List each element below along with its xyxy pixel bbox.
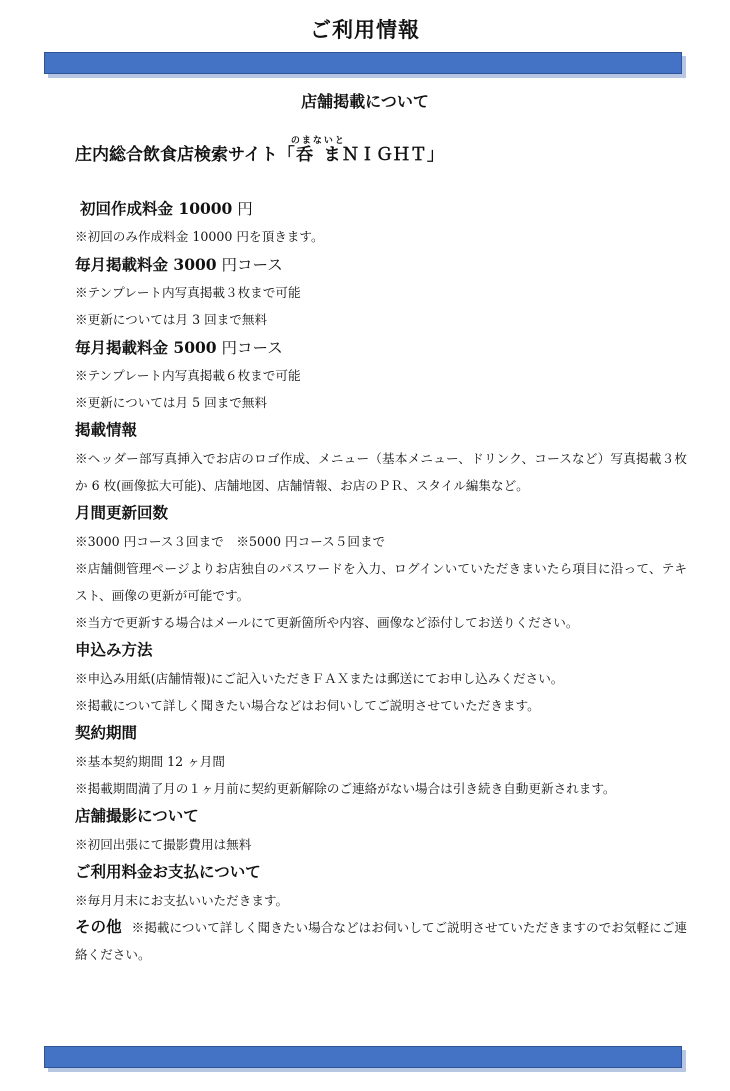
monthly-3000-heading-label: 毎月掲載料金 [75, 256, 174, 274]
monthly-5000-note-1: ※テンプレート内写真掲載６枚まで可能 [75, 368, 301, 383]
monthly-5000-heading-amount: 5000 [173, 338, 217, 357]
application-note-2: ※掲載について詳しく聞きたい場合などはお伺いしてご説明させていただきます。 [75, 698, 540, 713]
footer-bar [44, 1046, 682, 1068]
photo-note-1: ※初回出張にて撮影費用は無料 [75, 837, 252, 852]
monthly-5000-note-2: ※更新については月 5 回まで無料 [75, 395, 268, 410]
section-subtitle: 店舗掲載について [301, 92, 429, 111]
payment-heading: ご利用料金お支払について [75, 863, 261, 881]
listing-info-text: ※ヘッダー部写真挿入でお店のロゴ作成、メニュー（基本メニュー、ドリンク、コースなど）写真掲載３枚か 6 枚(画像拡大可能)、店舗地図、店舗情報、お店のＰＲ、スタイル編集など。 [75, 451, 687, 493]
initial-fee-heading-amount: 10000 [178, 199, 233, 218]
page-title: ご利用情報 [310, 18, 420, 42]
monthly-5000-heading [75, 333, 687, 362]
monthly-updates-note-2: ※店舗側管理ページよりお店独自のパスワードを入力、ログインいていただきまいたら項目に沿って、テキスト、画像の更新が可能です。 [75, 561, 687, 603]
monthly-5000-heading-label: 毎月掲載料金 [75, 339, 174, 357]
site-prefix: 庄内総合飲食店検索サイト「 [75, 145, 295, 165]
contract-note-1: ※基本契約期間 12 ヶ月間 [75, 754, 225, 769]
monthly-3000-note-1: ※テンプレート内写真掲載３枚まで可能 [75, 285, 301, 300]
contract-note-2: ※掲載期間満了月の１ヶ月前に契約更新解除のご連絡がない場合は引き続き自動更新されます。 [75, 781, 616, 796]
monthly-updates-heading: 月間更新回数 [75, 504, 169, 522]
content [75, 194, 687, 968]
site-name-ruby [290, 136, 346, 165]
site-name-base: 呑ま [290, 145, 346, 165]
other-text: ※掲載について詳しく聞きたい場合などはお伺いしてご説明させていただきますのでお気軽にご連絡ください。 [75, 920, 687, 962]
monthly-5000-heading-unit: 円コース [216, 339, 283, 357]
application-note-1: ※申込み用紙(店舗情報)にご記入いただきＦＡＸまたは郵送にてお申し込みください。 [75, 671, 564, 686]
initial-fee-heading-label: 初回作成料金 [80, 200, 179, 218]
application-heading: 申込み方法 [75, 641, 153, 659]
site-name-line [75, 136, 444, 165]
initial-fee-heading [75, 194, 687, 223]
monthly-3000-heading-amount: 3000 [173, 255, 217, 274]
photo-heading: 店舗撮影について [75, 807, 199, 825]
monthly-updates-note-1: ※3000 円コース３回まで ※5000 円コース５回まで [75, 534, 386, 549]
listing-info-heading: 掲載情報 [75, 421, 138, 439]
monthly-updates-note-3: ※当方で更新する場合はメールにて更新箇所や内容、画像など添付してお送りください。 [75, 615, 579, 630]
site-name-rest: ＮＩＧＨＴ」 [341, 145, 444, 165]
site-name-furigana: のまないと [290, 136, 346, 146]
header-bar [44, 52, 682, 74]
contract-heading: 契約期間 [75, 724, 138, 742]
monthly-3000-note-2: ※更新については月 3 回まで無料 [75, 312, 268, 327]
monthly-3000-heading [75, 250, 687, 279]
other-heading: その他 [75, 918, 122, 936]
initial-fee-heading-unit: 円 [232, 200, 253, 218]
initial-fee-note: ※初回のみ作成料金 10000 円を頂きます。 [75, 229, 324, 244]
monthly-3000-heading-unit: 円コース [216, 256, 283, 274]
payment-note-1: ※毎月月末にお支払いいただきます。 [75, 893, 289, 908]
other-section [75, 914, 687, 968]
